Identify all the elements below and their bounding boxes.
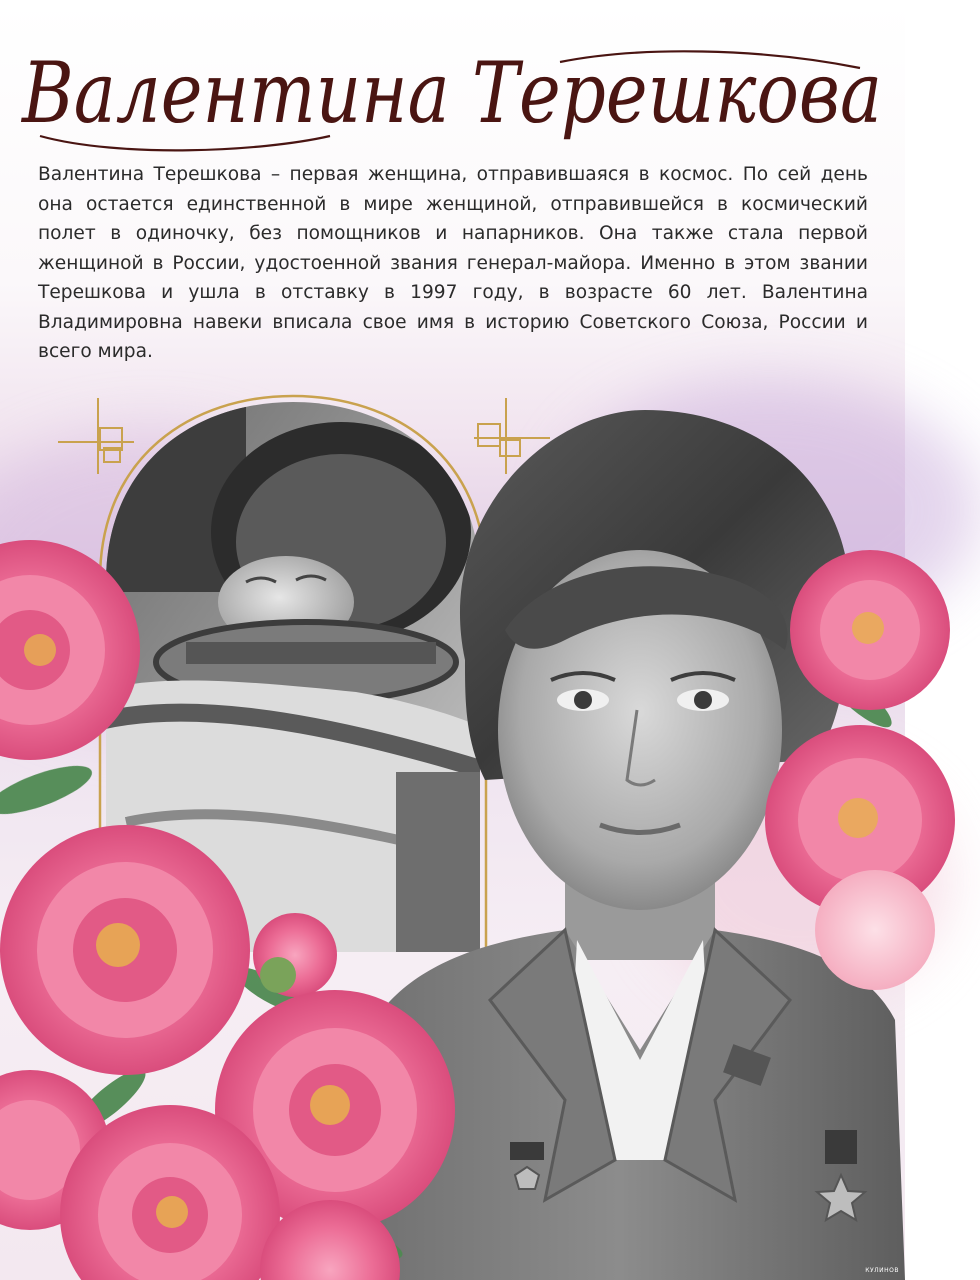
peony-flower [0, 1070, 110, 1230]
peony-flower [60, 1105, 280, 1280]
portrait-photo [315, 400, 905, 1280]
page-title [0, 40, 905, 150]
biography-text: Валентина Терешкова – первая женщина, отправившаяся в космос. По сей день она остается единственной в мире женщиной, отправившейся в космический полет в одиночку, без помощников и напарников. Она также стала первой женщиной в России, удостоенной звания генерал-майора. Именно в этом звании Терешкова и ушла в отставку в 1997 году, в возрасте 60 лет. Валентина Владимировна навеки вписала свое имя в историю Советского Союза, России и всего мира. [38, 164, 868, 362]
gold-ornament-left [58, 398, 138, 478]
watermark-text: КУЛИНОВ [865, 1267, 899, 1274]
page-title-text: Валентина Терешкова [20, 44, 882, 142]
